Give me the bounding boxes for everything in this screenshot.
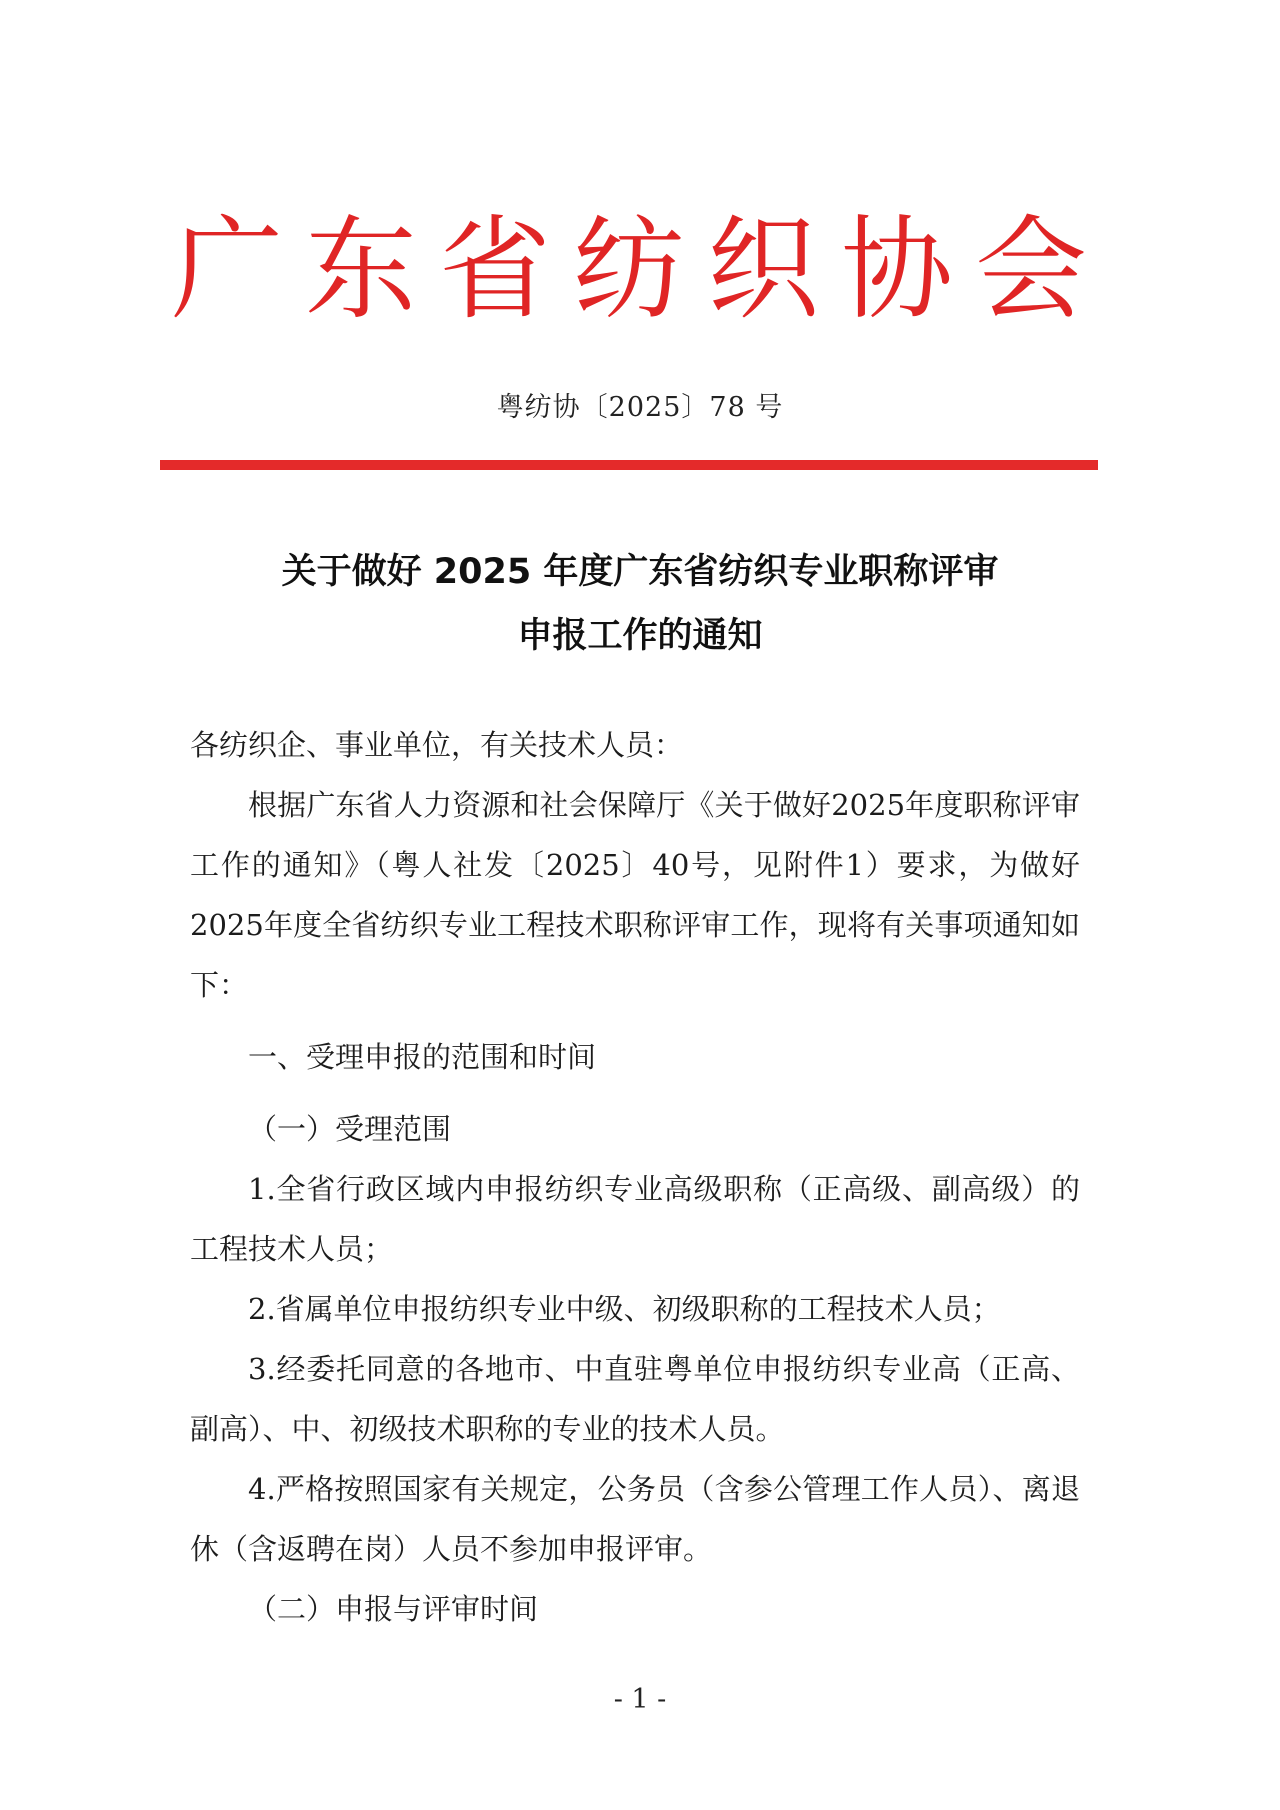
notice-title-line-2: 申报工作的通知	[517, 616, 763, 656]
notice-title	[160, 540, 1120, 668]
list-item-1: 1.全省行政区域内申报纺织专业高级职称（正高级、副高级）的工程技术人员；	[190, 1172, 1080, 1266]
list-item-4: 4.严格按照国家有关规定，公务员（含参公管理工作人员）、离退休（含返聘在岗）人员不参加申报评审。	[190, 1472, 1080, 1566]
section-heading-1: 一、受理申报的范围和时间	[248, 1040, 597, 1074]
intro-paragraph: 根据广东省人力资源和社会保障厅《关于做好2025年度职称评审工作的通知》（粤人社发〔2025〕40号，见附件1）要求，为做好2025年度全省纺织专业工程技术职称评审工作，现将有关事项通知如下：	[190, 788, 1080, 1002]
salutation: 各纺织企、事业单位，有关技术人员：	[190, 728, 684, 762]
document-body	[190, 715, 1080, 1639]
organization-header: 广东省纺织协会	[171, 205, 1109, 335]
notice-title-line-1: 关于做好 2025 年度广东省纺织专业职称评审	[281, 552, 999, 592]
page-number: - 1 -	[613, 1684, 667, 1715]
list-item-3: 3.经委托同意的各地市、中直驻粤单位申报纺织专业高（正高、副高）、中、初级技术职称的专业的技术人员。	[190, 1352, 1080, 1446]
document-number: 粤纺协〔2025〕78 号	[496, 392, 784, 423]
list-item-2: 2.省属单位申报纺织专业中级、初级职称的工程技术人员；	[248, 1292, 1001, 1326]
subsection-heading-1: （一）受理范围	[248, 1112, 452, 1146]
red-divider-line	[160, 460, 1098, 470]
subsection-heading-2: （二）申报与评审时间	[248, 1592, 539, 1626]
